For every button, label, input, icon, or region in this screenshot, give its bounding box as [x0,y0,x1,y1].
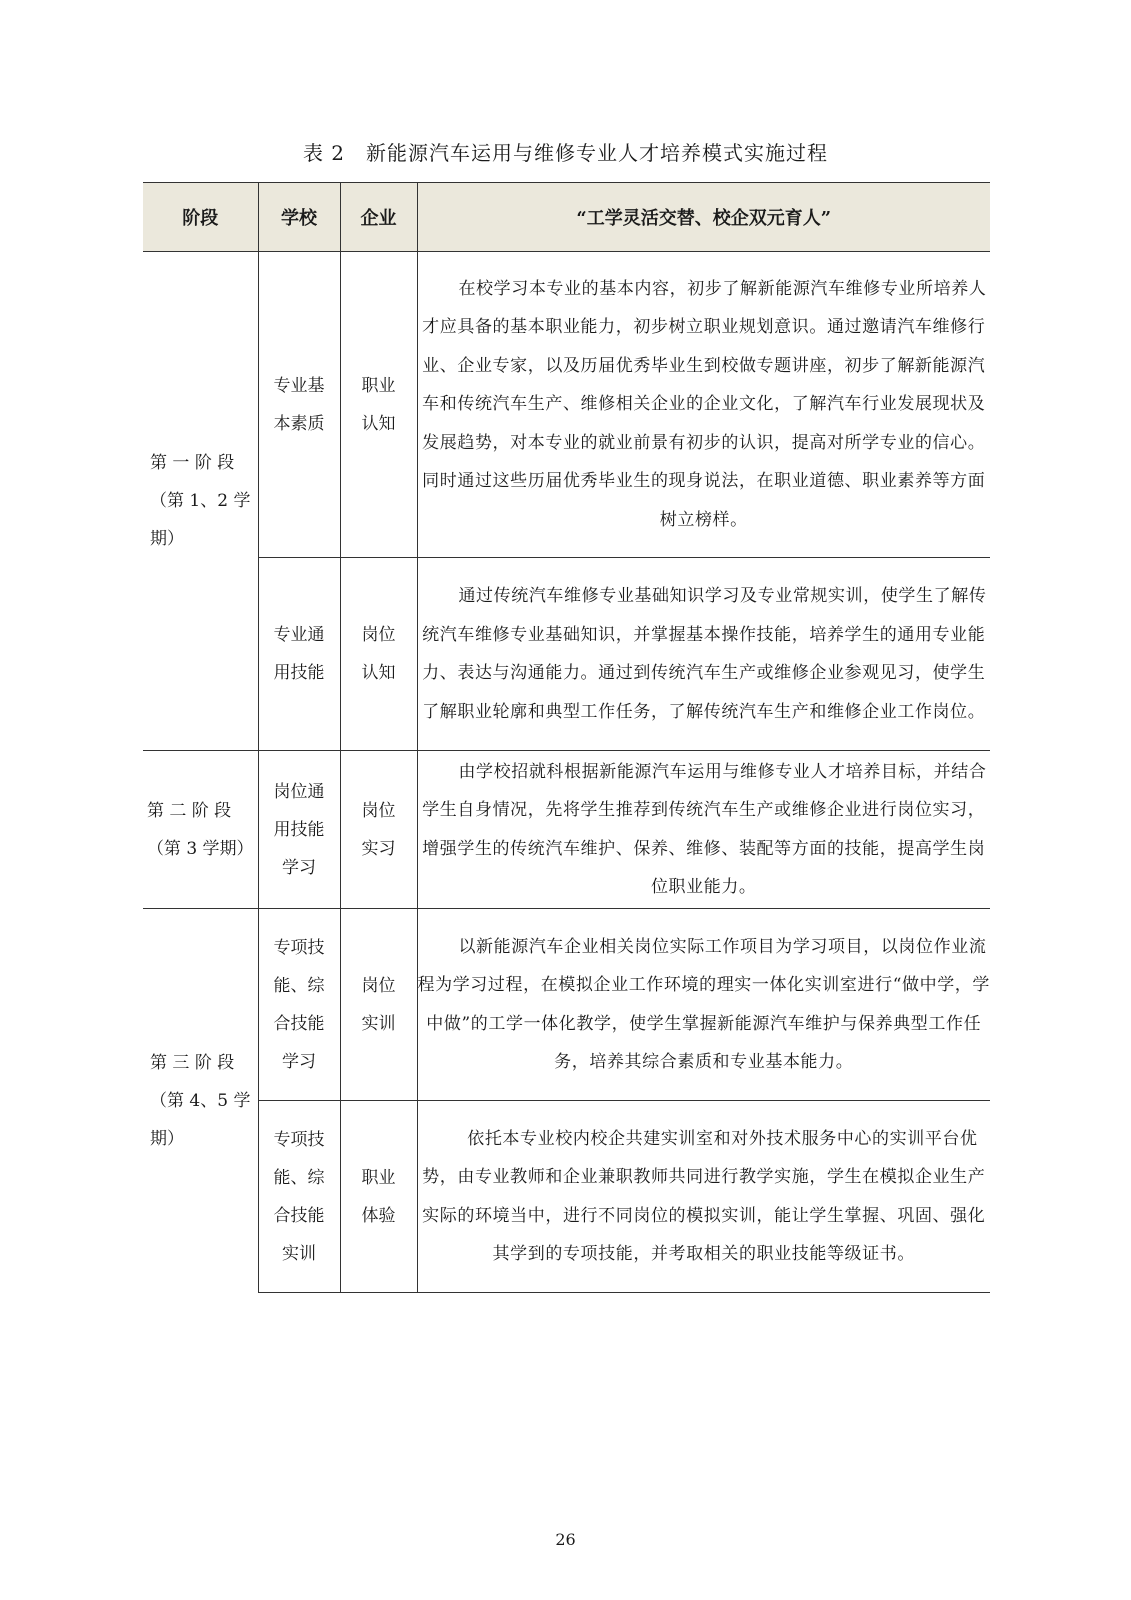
school-text-line: 专项技 [273,937,325,958]
table-row [143,558,990,751]
training-process-table [143,182,990,1293]
company-cell [340,909,417,1101]
header-mode: “工学灵活交替、校企双元育人” [417,183,990,252]
school-text-line: 实训 [282,1243,316,1264]
stage-label-line: （第 4、5 学 [150,1090,251,1111]
table-row [143,1101,990,1293]
school-text-line: 用技能 [273,663,325,683]
school-cell [258,558,340,751]
company-text-line: 职业 [361,375,396,396]
table-row [143,252,990,558]
company-text-line: 体验 [361,1205,396,1226]
school-cell [258,252,340,558]
description-text: 由学校招就科根据新能源汽车运用与维修专业人才培养目标，并结合学生自身情况，先将学生推荐到传统汽车生产或维修企业进行岗位实习，增强学生的传统汽车维护、保养、维修、装配等方面的技能，提高学生岗位职业能力。 [422,761,987,897]
stage-label-line: 第 一 阶 段 [150,453,235,473]
school-text-line: 专业通 [273,625,325,645]
school-text-line: 专项技 [273,1129,325,1150]
company-text-line: 岗位 [361,800,396,821]
stage-cell-3 [143,909,258,1293]
description-cell [417,909,990,1101]
school-text-line: 用技能 [273,819,325,840]
company-text-line: 认知 [361,413,396,434]
header-school: 学校 [258,183,340,252]
header-stage: 阶段 [143,183,258,252]
description-cell [417,558,990,751]
stage-label-line: （第 1、2 学 [150,491,251,511]
header-company: 企业 [340,183,417,252]
school-text-line: 能、综 [273,1167,325,1188]
school-text-line: 合技能 [273,1013,325,1034]
table-header-row [143,183,990,252]
company-text-line: 实习 [361,838,396,859]
table-row [143,751,990,909]
school-text-line: 能、综 [273,975,325,996]
school-text-line: 合技能 [273,1205,325,1226]
description-cell [417,751,990,909]
description-text: 依托本专业校内校企共建实训室和对外技术服务中心的实训平台优势，由专业教师和企业兼职教师共同进行教学实施，学生在模拟企业生产实际的环境当中，进行不同岗位的模拟实训，能让学生掌握、巩固、强化其学到的专项技能，并考取相关的职业技能等级证书。 [422,1128,986,1264]
school-text-line: 学习 [282,857,316,878]
stage-label-line: 第 二 阶 段 [146,800,232,821]
school-text-line: 岗位通 [273,781,325,802]
school-cell [258,909,340,1101]
company-cell [340,252,417,558]
description-text: 通过传统汽车维修专业基础知识学习及专业常规实训，使学生了解传统汽车维修专业基础知识，并掌握基本操作技能，培养学生的通用专业能力、表达与沟通能力。通过到传统汽车生产或维修企业参观见习，使学生了解职业轮廓和典型工作任务，了解传统汽车生产和维修企业工作岗位。 [422,586,987,722]
stage-label-line: （第 3 学期） [146,838,254,859]
school-text-line: 本素质 [273,413,325,434]
company-text-line: 实训 [361,1013,396,1034]
description-cell [417,1101,990,1293]
company-cell [340,1101,417,1293]
school-cell [258,751,340,909]
table-title: 表 2 新能源汽车运用与维修专业人才培养模式实施过程 [302,141,829,165]
company-text-line: 认知 [361,663,396,683]
company-cell [340,558,417,751]
stage-label-line: 期） [150,529,185,549]
stage-label-line: 期） [150,1128,185,1149]
company-text-line: 岗位 [361,625,396,645]
table-row [143,909,990,1101]
school-cell [258,1101,340,1293]
description-text: 以新能源汽车企业相关岗位实际工作项目为学习项目，以岗位作业流程为学习过程，在模拟企业工作环境的理实一体化实训室进行“做中学，学中做”的工学一体化教学，使学生掌握新能源汽车维护与保养典型工作任务，培养其综合素质和专业基本能力。 [417,936,990,1072]
company-text-line: 岗位 [361,975,396,996]
description-cell [417,252,990,558]
school-text-line: 学习 [282,1051,316,1072]
school-text-line: 专业基 [273,375,325,396]
page-number: 26 [555,1530,576,1549]
description-text: 在校学习本专业的基本内容，初步了解新能源汽车维修专业所培养人才应具备的基本职业能力，初步树立职业规划意识。通过邀请汽车维修行业、企业专家，以及历届优秀毕业生到校做专题讲座，初步了解新能源汽车和传统汽车生产、维修相关企业的企业文化，了解汽车行业发展现状及发展趋势，对本专业的就业前景有初步的认识，提高对所学专业的信心。同时通过这些历届优秀毕业生的现身说法，在职业道德、职业素养等方面树立榜样。 [422,278,987,530]
stage-cell-1 [143,252,258,751]
stage-cell-2 [143,751,258,909]
company-cell [340,751,417,909]
stage-label-line: 第 三 阶 段 [150,1052,235,1073]
company-text-line: 职业 [361,1167,396,1188]
